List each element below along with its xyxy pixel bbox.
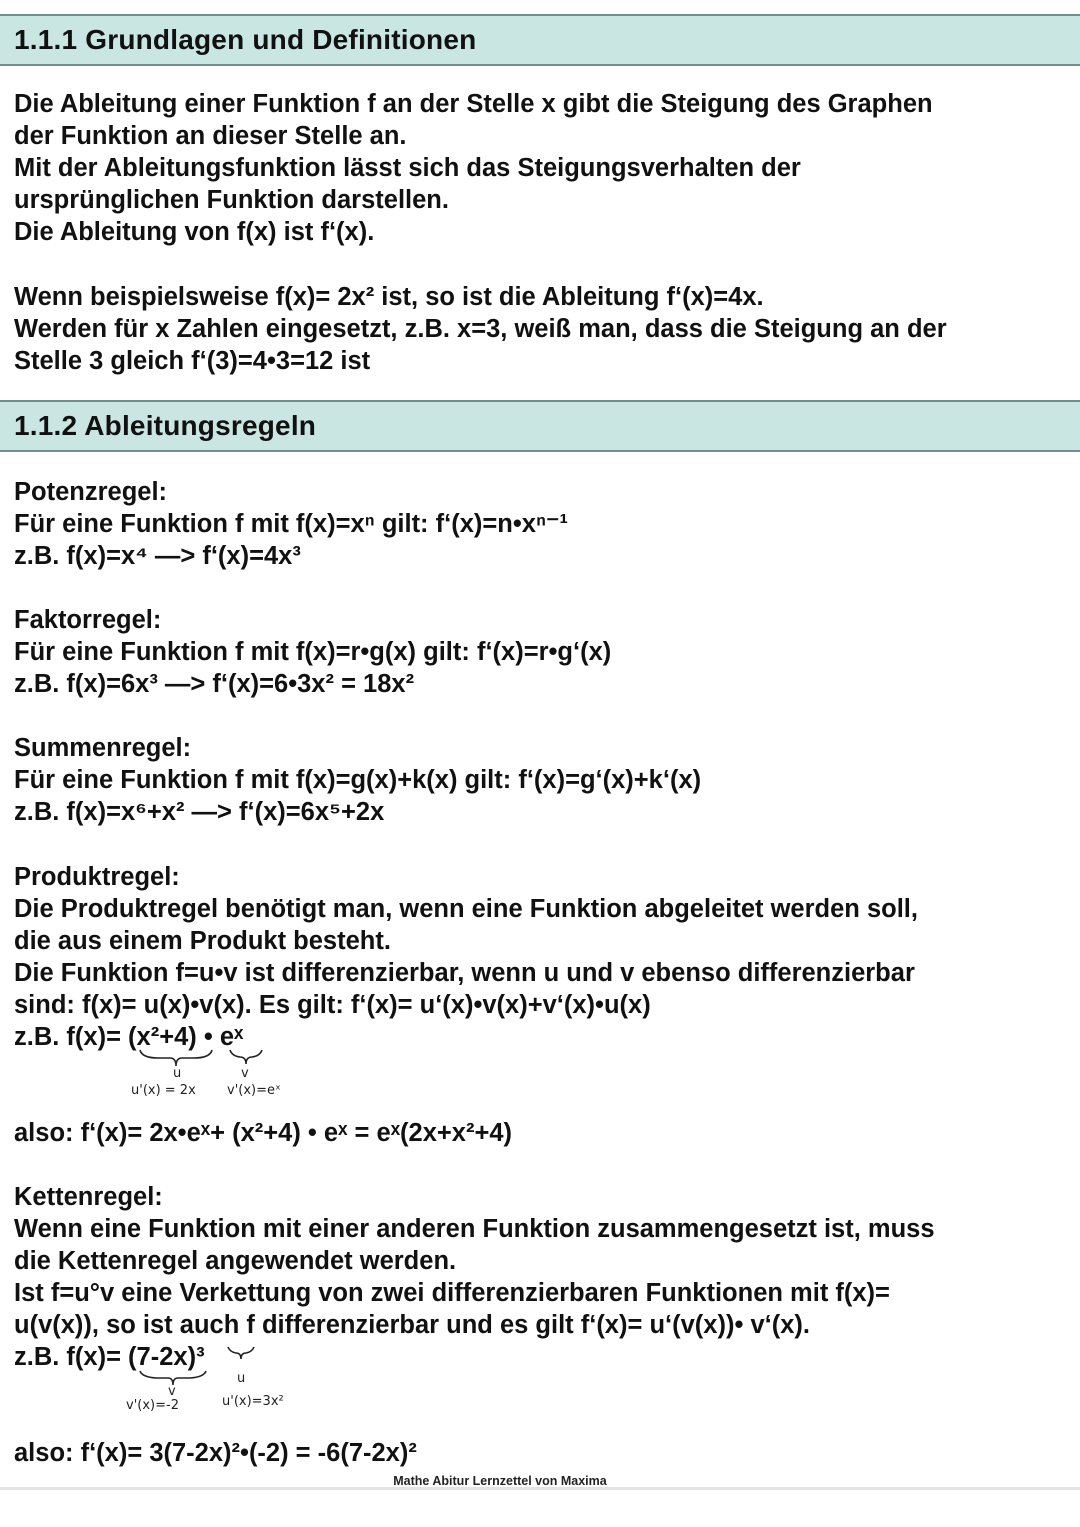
rule-heading: Produktregel: xyxy=(14,863,180,891)
example-paragraph xyxy=(14,281,947,377)
rule-heading: Faktorregel: xyxy=(14,606,162,634)
text-line: sind: f(x)= u(x)•v(x). Es gilt: f‘(x)= u‘(x)•v(x)+v‘(x)•u(x) xyxy=(14,991,651,1019)
rule-example: z.B. f(x)= (7-2x)³ xyxy=(14,1343,205,1371)
rule-faktorregel xyxy=(14,604,611,700)
text-line: Die Ableitung von f(x) ist f‘(x). xyxy=(14,218,375,246)
text-line: Stelle 3 gleich f‘(3)=4•3=12 ist xyxy=(14,347,371,375)
text-line: Wenn eine Funktion mit einer anderen Funktion zusammengesetzt ist, muss xyxy=(14,1215,935,1243)
footer-credit: Mathe Abitur Lernzettel von Maxima xyxy=(393,1474,607,1488)
section-header-grundlagen xyxy=(0,14,1080,66)
annotation-u: u xyxy=(173,1066,182,1081)
text-line: die aus einem Produkt besteht. xyxy=(14,927,391,955)
produkt-result xyxy=(14,1117,512,1149)
rule-heading: Potenzregel: xyxy=(14,478,168,506)
rule-statement: Für eine Funktion f mit f(x)=xⁿ gilt: f‘(x)=n•xⁿ⁻¹ xyxy=(14,510,569,538)
rule-statement: Für eine Funktion f mit f(x)=r•g(x) gilt: f‘(x)=r•g‘(x) xyxy=(14,638,612,666)
rule-kettenregel xyxy=(14,1181,935,1373)
annotation-v: v xyxy=(241,1066,249,1081)
text-line: Mit der Ableitungsfunktion lässt sich das Steigungsverhalten der xyxy=(14,154,801,182)
text-line: Wenn beispielsweise f(x)= 2x² ist, so ist die Ableitung f‘(x)=4x. xyxy=(14,283,764,311)
rule-example: z.B. f(x)= (x²+4) • eˣ xyxy=(14,1023,244,1051)
text-line: Die Produktregel benötigt man, wenn eine Funktion abgeleitet werden soll, xyxy=(14,895,918,923)
annotation-du: u'(x) = 2x xyxy=(131,1083,196,1098)
section-title: 1.1.1 Grundlagen und Definitionen xyxy=(14,24,477,55)
text-line: Die Funktion f=u•v ist differenzierbar, wenn u und v ebenso differenzierbar xyxy=(14,959,915,987)
text-line: Ist f=u°v eine Verkettung von zwei differenzierbaren Funktionen mit f(x)= xyxy=(14,1279,890,1307)
rule-summenregel xyxy=(14,732,701,828)
rule-statement: Für eine Funktion f mit f(x)=g(x)+k(x) gilt: f‘(x)=g‘(x)+k‘(x) xyxy=(14,766,702,794)
rule-potenzregel xyxy=(14,476,568,572)
text-line: Die Ableitung einer Funktion f an der Stelle x gibt die Steigung des Graphen xyxy=(14,90,933,118)
rule-example: z.B. f(x)=x⁴ —> f‘(x)=4x³ xyxy=(14,542,301,570)
rule-result: also: f‘(x)= 2x•eˣ+ (x²+4) • eˣ = eˣ(2x+x²+4) xyxy=(14,1119,513,1147)
annotation-dv: v'(x)=eˣ xyxy=(227,1083,281,1098)
underbrace-u-icon xyxy=(138,1048,214,1068)
kette-result xyxy=(14,1437,417,1469)
rule-produktregel xyxy=(14,861,918,1053)
rule-example: z.B. f(x)=x⁶+x² —> f‘(x)=6x⁵+2x xyxy=(14,798,385,826)
rule-result: also: f‘(x)= 3(7-2x)²•(-2) = -6(7-2x)² xyxy=(14,1439,417,1467)
section-header-ableitungsregeln xyxy=(0,400,1080,452)
annotation-dv: v'(x)=-2 xyxy=(126,1398,179,1413)
annotation-v: v xyxy=(168,1384,176,1399)
intro-paragraph xyxy=(14,88,933,248)
text-line: u(v(x)), so ist auch f differenzierbar und es gilt f‘(x)= u‘(v(x))• v‘(x). xyxy=(14,1311,810,1339)
underbrace-u-icon xyxy=(226,1345,256,1361)
annotation-u: u xyxy=(237,1371,246,1386)
rule-example: z.B. f(x)=6x³ —> f‘(x)=6•3x² = 18x² xyxy=(14,670,415,698)
text-line: ursprünglichen Funktion darstellen. xyxy=(14,186,449,214)
underbrace-v-icon xyxy=(228,1048,264,1066)
annotation-du: u'(x)=3x² xyxy=(222,1394,284,1409)
rule-heading: Kettenregel: xyxy=(14,1183,163,1211)
text-line: Werden für x Zahlen eingesetzt, z.B. x=3, weiß man, dass die Steigung an der xyxy=(14,315,947,343)
text-line: die Kettenregel angewendet werden. xyxy=(14,1247,457,1275)
rule-heading: Summenregel: xyxy=(14,734,192,762)
text-line: der Funktion an dieser Stelle an. xyxy=(14,122,407,150)
section-title: 1.1.2 Ableitungsregeln xyxy=(14,410,317,441)
